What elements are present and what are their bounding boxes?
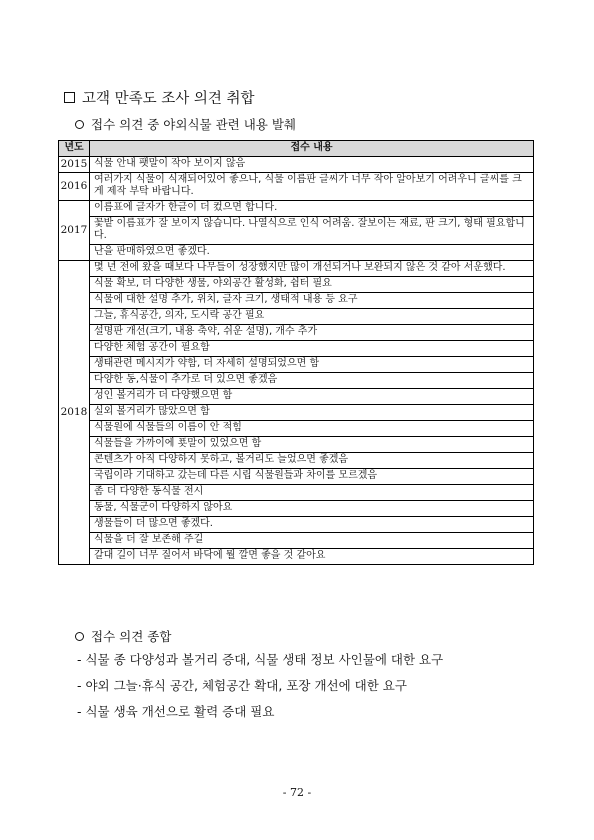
content-cell: 콘텐츠가 아직 다양하지 못하고, 볼거리도 늘었으면 좋겠음 [90,452,534,468]
year-cell: 2017 [59,200,90,260]
table-row [59,356,534,372]
year-cell: 2018 [59,260,90,564]
section-title [64,87,255,108]
content-cell: 생물들이 더 많으면 좋겠다. [90,516,534,532]
content-cell: 꽃밭 이름표가 잘 보이지 않습니다. 나열식으로 인식 어려움. 잘보이는 재료, 판 크기, 형태 필요합니다. [90,216,534,244]
table-row [59,452,534,468]
summary-title [75,627,171,645]
content-cell: 갈대 길이 너무 질어서 바닥에 뭘 깔면 좋을 것 같아요 [90,548,534,564]
table-row [59,172,534,200]
year-cell: 2015 [59,156,90,172]
content-cell: 이름표에 글자가 한글이 더 컸으면 합니다. [90,200,534,216]
summary-title-text: 접수 의견 종합 [91,629,172,644]
table-row [59,436,534,452]
table-row [59,276,534,292]
feedback-table [58,140,534,565]
summary-item: - 식물 생육 개선으로 활력 증대 필요 [77,704,275,719]
table-row [59,404,534,420]
content-cell: 실외 볼거리가 많았으면 함 [90,404,534,420]
table-row [59,156,534,172]
table-row [59,340,534,356]
year-cell: 2016 [59,172,90,200]
header-year: 년도 [59,141,90,157]
section-subtitle [75,115,296,133]
table-row [59,216,534,244]
content-cell: 국립이라 기대하고 갔는데 다른 시립 식물원들과 차이를 모르겠음 [90,468,534,484]
circle-bullet-icon [75,632,84,641]
table-row [59,388,534,404]
content-cell: 다양한 체험 공간이 필요함 [90,340,534,356]
section-subtitle-text: 접수 의견 중 야외식물 관련 내용 발췌 [91,117,296,132]
header-content: 접수 내용 [90,141,534,157]
content-cell: 난을 판매하였으면 좋겠다. [90,244,534,260]
table-row [59,484,534,500]
content-cell: 식물원에 식물들의 이름이 안 적힘 [90,420,534,436]
table-row [59,468,534,484]
content-cell: 생태관련 메시지가 약함, 더 자세히 설명되었으면 함 [90,356,534,372]
table-row [59,324,534,340]
content-cell: 설명판 개선(크기, 내용 축약, 쉬운 설명), 개수 추가 [90,324,534,340]
content-cell: 식물 안내 팻말이 작아 보이지 않음 [90,156,534,172]
checkbox-square-icon [64,92,75,103]
content-cell: 식물에 대한 설명 추가, 위치, 글자 크기, 생태적 내용 등 요구 [90,292,534,308]
table-row [59,200,534,216]
content-cell: 몇 년 전에 왔을 때보다 나무들이 성장했지만 많이 개선되거나 보완되지 않은 것 같아 서운했다. [90,260,534,276]
table-row [59,532,534,548]
summary-item: - 식물 종 다양성과 볼거리 증대, 식물 생태 정보 사인물에 대한 요구 [77,652,444,667]
table-row [59,372,534,388]
content-cell: 동물, 식물군이 다양하지 않아요 [90,500,534,516]
table-header-row [59,141,534,157]
table-row [59,420,534,436]
table-row [59,260,534,276]
table-body [59,156,534,564]
summary-item: - 야외 그늘·휴식 공간, 체험공간 확대, 포장 개선에 대한 요구 [77,678,407,693]
section-title-text: 고객 만족도 조사 의견 취합 [82,91,255,107]
content-cell: 식물을 더 잘 보존해 주길 [90,532,534,548]
content-cell: 여러가지 식물이 식재되어있어 좋으나, 식물 이름판 글씨가 너무 작아 알아보기 어려우니 글씨를 크게 제작 부탁 바랍니다. [90,172,534,200]
content-cell: 다양한 동,식물이 추가로 더 있으면 좋겠음 [90,372,534,388]
content-cell: 좀 더 다양한 동식물 전시 [90,484,534,500]
content-cell: 식물 확보, 더 다양한 생물, 야외공간 활성화, 쉼터 필요 [90,276,534,292]
summary-list [77,652,443,730]
content-cell: 성인 볼거리가 더 다양했으면 함 [90,388,534,404]
table-row [59,308,534,324]
content-cell: 그늘, 휴식공간, 의자, 도시락 공간 필요 [90,308,534,324]
table-row [59,548,534,564]
table-row [59,244,534,260]
table-row [59,500,534,516]
page-number: - 72 - [282,786,312,799]
table-row [59,516,534,532]
content-cell: 식물들을 가까이에 푯말이 있었으면 함 [90,436,534,452]
table-row [59,292,534,308]
circle-bullet-icon [75,120,84,129]
